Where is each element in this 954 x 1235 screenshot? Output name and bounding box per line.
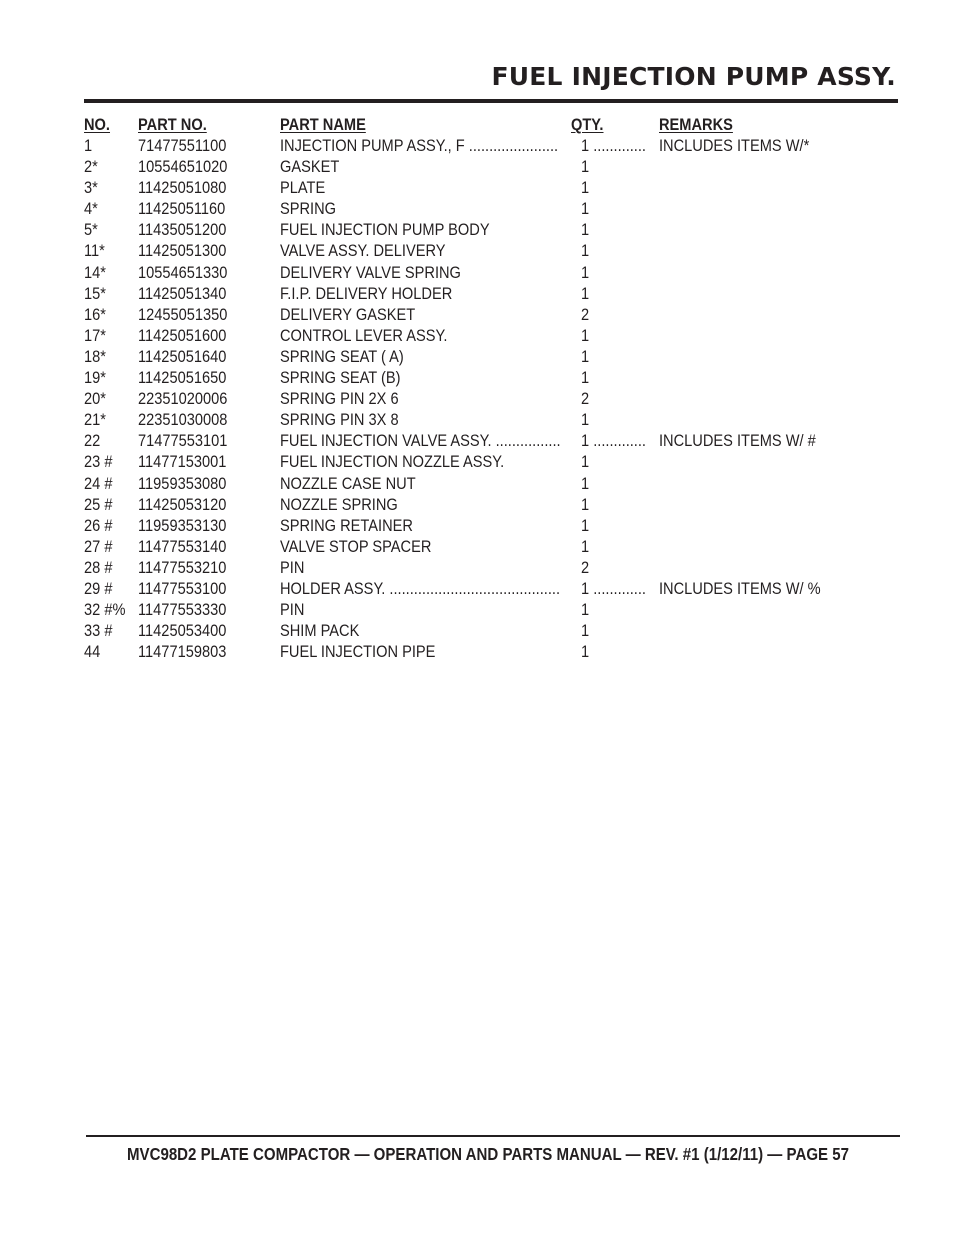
table-row [0,578,954,599]
table-row [0,536,954,557]
part-number-ref: 19* [84,368,106,388]
header-part-no: PART NO. [138,115,207,134]
part-name: SPRING [280,199,337,219]
table-row [0,262,954,283]
table-row [0,198,954,219]
part-name: NOZZLE CASE NUT [280,473,416,493]
quantity: 1 [581,368,590,388]
part-name: PIN [280,600,305,620]
part-name: SPRING PIN 2X 6 [280,389,399,409]
part-name: SPRING SEAT (B) [280,368,401,388]
part-number-ref: 44 [84,642,101,662]
table-row [0,620,954,641]
part-name: FUEL INJECTION PIPE [280,642,436,662]
part-number: 22351020006 [138,389,228,409]
part-name: PIN [280,557,305,577]
part-number-ref: 26 # [84,515,113,535]
part-number-ref: 32 #% [84,600,126,620]
part-name: GASKET [280,157,340,177]
part-number-ref: 15* [84,283,106,303]
quantity: 1 [581,473,590,493]
part-name: FUEL INJECTION NOZZLE ASSY. [280,452,505,472]
part-number: 11425051640 [138,346,227,366]
part-number-ref: 21* [84,410,106,430]
quantity: 1 [581,621,590,641]
part-name: SPRING PIN 3X 8 [280,410,399,430]
quantity: 1 [581,241,590,261]
part-name: SPRING RETAINER [280,515,413,535]
part-name: SPRING SEAT ( A) [280,346,404,366]
part-number-ref: 3* [84,178,98,198]
part-name: SHIM PACK [280,621,360,641]
quantity: 1 [581,346,590,366]
quantity: 1 [581,452,590,472]
part-name: VALVE ASSY. DELIVERY [280,241,446,261]
table-row [0,177,954,198]
header-no: NO. [84,115,111,134]
part-number: 11435051200 [138,220,227,240]
part-number-ref: 4* [84,199,98,219]
quantity: 1 [581,600,590,620]
part-number-ref: 16* [84,304,106,324]
part-number-ref: 33 # [84,621,113,641]
part-number: 11425051340 [138,283,227,303]
page-footer: MVC98D2 PLATE COMPACTOR — OPERATION AND PARTS MANUAL — REV. #1 (1/12/11) — PAGE 57 [127,1144,849,1164]
quantity: 1 [581,536,590,556]
remarks: INCLUDES ITEMS W/* [659,136,810,155]
part-name: DELIVERY GASKET [280,304,416,324]
table-row [0,240,954,261]
quantity: 1 [581,410,590,430]
quantity: 1 ............. [581,136,647,155]
part-number-ref: 25 # [84,494,113,514]
part-number: 11425051300 [138,241,227,261]
quantity: 1 [581,199,590,219]
part-number-ref: 22 [84,431,101,451]
part-number-ref: 29 # [84,578,113,598]
part-number-ref: 17* [84,325,106,345]
part-name: F.I.P. DELIVERY HOLDER [280,283,453,303]
part-name: INJECTION PUMP ASSY., F ...................... [280,136,559,155]
part-number-ref: 11* [84,241,105,261]
part-number: 10554651330 [138,262,228,282]
page-title: FUEL INJECTION PUMP ASSY. [491,62,896,91]
table-row [0,367,954,388]
part-name: CONTROL LEVER ASSY. [280,325,448,345]
quantity: 1 [581,262,590,282]
header-remarks: REMARKS [659,115,733,134]
part-number: 22351030008 [138,410,228,430]
table-row [0,346,954,367]
part-number: 11425053400 [138,621,227,641]
footer-rule [86,1135,900,1137]
part-number: 10554651020 [138,157,228,177]
quantity: 1 [581,494,590,514]
table-row [0,325,954,346]
table-row [0,409,954,430]
part-number-ref: 24 # [84,473,113,493]
table-row [0,473,954,494]
quantity: 1 [581,325,590,345]
part-number: 71477553101 [138,431,228,451]
table-row [0,557,954,578]
part-number: 11425051080 [138,178,227,198]
quantity: 1 ............. [581,431,647,451]
part-name: FUEL INJECTION PUMP BODY [280,220,490,240]
part-number-ref: 2* [84,157,98,177]
table-row [0,304,954,325]
part-number-ref: 20* [84,389,106,409]
part-number-ref: 18* [84,346,106,366]
part-name: PLATE [280,178,326,198]
part-number-ref: 27 # [84,536,113,556]
part-number: 11477553330 [138,600,227,620]
quantity: 1 [581,515,590,535]
header-qty: QTY. [571,115,604,134]
part-name: DELIVERY VALVE SPRING [280,262,461,282]
part-number: 11425053120 [138,494,227,514]
part-number: 11477159803 [138,642,227,662]
table-row [0,135,954,156]
table-row [0,599,954,620]
part-number: 11959353130 [138,515,227,535]
part-number-ref: 28 # [84,557,113,577]
part-number: 11425051600 [138,325,227,345]
part-number: 71477551100 [138,136,227,155]
quantity: 2 [581,557,590,577]
part-number-ref: 5* [84,220,98,240]
part-number: 11959353080 [138,473,227,493]
part-number: 11477553140 [138,536,227,556]
table-row [0,283,954,304]
title-rule [84,99,898,103]
parts-table [0,135,954,662]
part-number: 12455051350 [138,304,228,324]
part-number: 11425051160 [138,199,226,219]
part-name: FUEL INJECTION VALVE ASSY. ................ [280,431,561,451]
part-name: VALVE STOP SPACER [280,536,432,556]
part-number: 11477553100 [138,578,227,598]
table-row [0,451,954,472]
quantity: 2 [581,304,590,324]
table-row [0,156,954,177]
quantity: 1 ............. [581,578,647,598]
part-number: 11477553210 [138,557,227,577]
part-number-ref: 23 # [84,452,113,472]
quantity: 1 [581,642,590,662]
part-name: HOLDER ASSY. .......................................... [280,578,561,598]
part-number: 11425051650 [138,368,227,388]
table-row [0,515,954,536]
table-row [0,430,954,451]
remarks: INCLUDES ITEMS W/ % [659,578,821,598]
part-number-ref: 14* [84,262,106,282]
quantity: 2 [581,389,590,409]
part-number: 11477153001 [138,452,227,472]
table-row [0,219,954,240]
quantity: 1 [581,283,590,303]
table-row [0,494,954,515]
header-part-name: PART NAME [280,115,366,134]
remarks: INCLUDES ITEMS W/ # [659,431,816,451]
table-row [0,641,954,662]
part-number-ref: 1 [84,136,93,155]
quantity: 1 [581,220,590,240]
quantity: 1 [581,157,590,177]
part-name: NOZZLE SPRING [280,494,398,514]
table-row [0,388,954,409]
quantity: 1 [581,178,590,198]
